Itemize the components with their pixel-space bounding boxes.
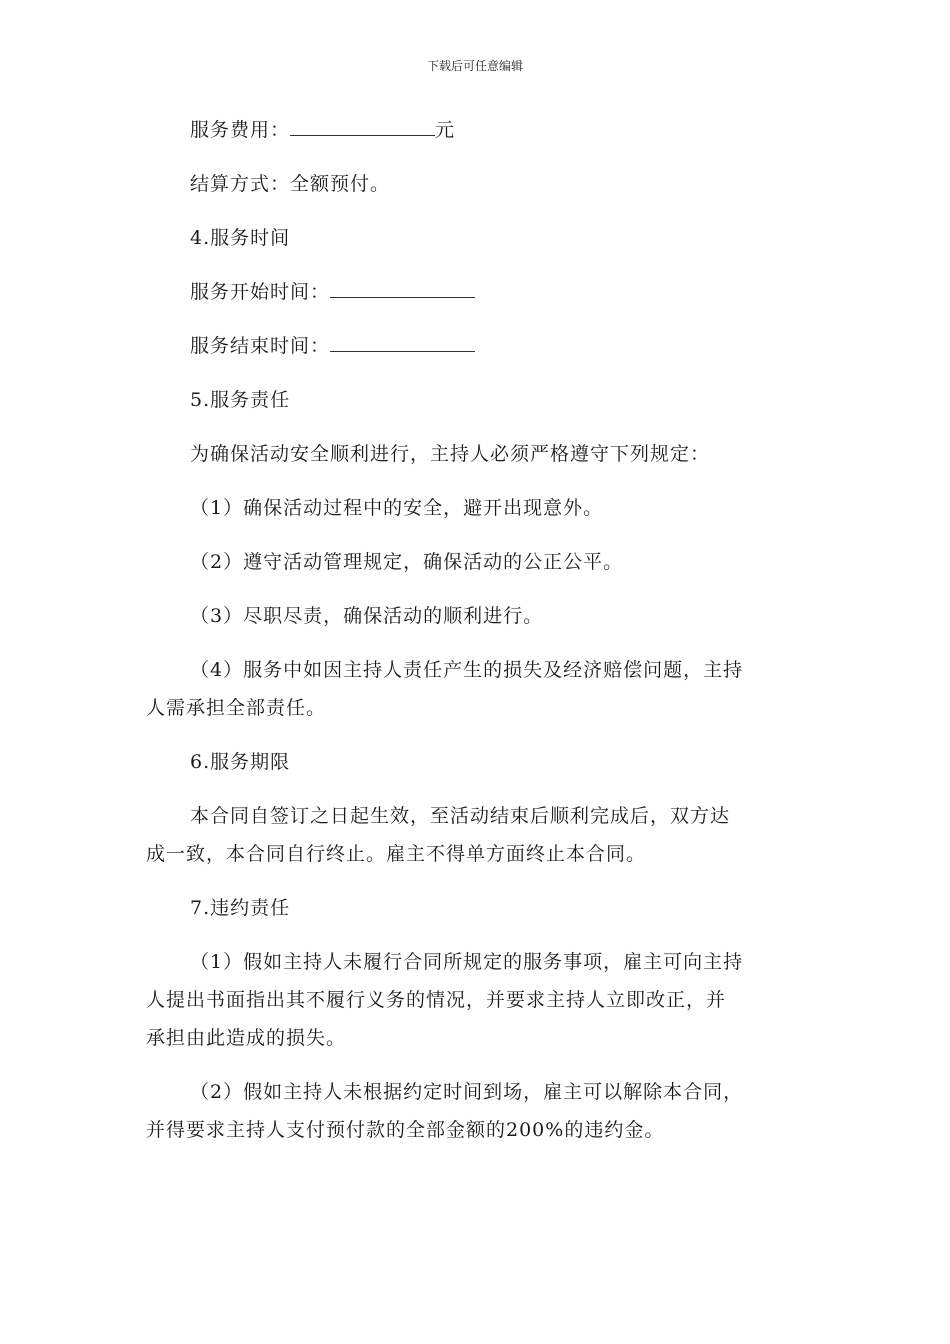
- section-5-item-1: （1）确保活动过程中的安全，避开出现意外。: [190, 497, 604, 519]
- service-end-label: 服务结束时间：: [190, 335, 331, 357]
- section-4-title: 4.服务时间: [190, 227, 291, 249]
- settlement-line: 结算方式：全额预付。: [190, 173, 391, 195]
- section-7-item-1-line-2: 人提出书面指出其不履行义务的情况，并要求主持人立即改正，并: [146, 989, 727, 1011]
- section-7-item-1-line-3: 承担由此造成的损失。: [146, 1027, 347, 1049]
- section-7-title: 7.违约责任: [190, 897, 291, 919]
- section-5-title: 5.服务责任: [190, 389, 291, 411]
- service-start-label: 服务开始时间：: [190, 281, 331, 303]
- section-6-paragraph-line-1: 本合同自签订之日起生效，至活动结束后顺利完成后，双方达: [190, 805, 731, 827]
- section-7-item-1-line-1: （1）假如主持人未履行合同所规定的服务事项，雇主可向主持: [190, 951, 744, 973]
- section-5-item-3: （3）尽职尽责，确保活动的顺利进行。: [190, 605, 544, 627]
- section-5-item-4-line-2: 人需承担全部责任。: [146, 697, 327, 719]
- section-7-item-2-line-2: 并得要求主持人支付预付款的全部金额的200%的违约金。: [146, 1119, 665, 1141]
- section-7-item-2-line-1: （2）假如主持人未根据约定时间到场，雇主可以解除本合同，: [190, 1081, 744, 1103]
- service-start-line: [190, 274, 870, 310]
- fee-line: [190, 112, 870, 148]
- service-end-blank: [330, 333, 475, 352]
- page-header: 下载后可任意编辑: [426, 59, 523, 73]
- fee-label: 服务费用：: [190, 119, 291, 141]
- section-5-item-2: （2）遵守活动管理规定，确保活动的公正公平。: [190, 551, 624, 573]
- section-5-intro: 为确保活动安全顺利进行，主持人必须严格遵守下列规定：: [190, 443, 711, 465]
- service-end-line: [190, 328, 870, 364]
- section-6-paragraph-line-2: 成一致，本合同自行终止。雇主不得单方面终止本合同。: [146, 843, 647, 865]
- fee-unit: 元: [435, 119, 456, 141]
- section-6-title: 6.服务期限: [190, 751, 291, 773]
- fee-blank: [290, 117, 435, 136]
- section-5-item-4-line-1: （4）服务中如因主持人责任产生的损失及经济赔偿问题，主持: [190, 659, 744, 681]
- service-start-blank: [330, 279, 475, 298]
